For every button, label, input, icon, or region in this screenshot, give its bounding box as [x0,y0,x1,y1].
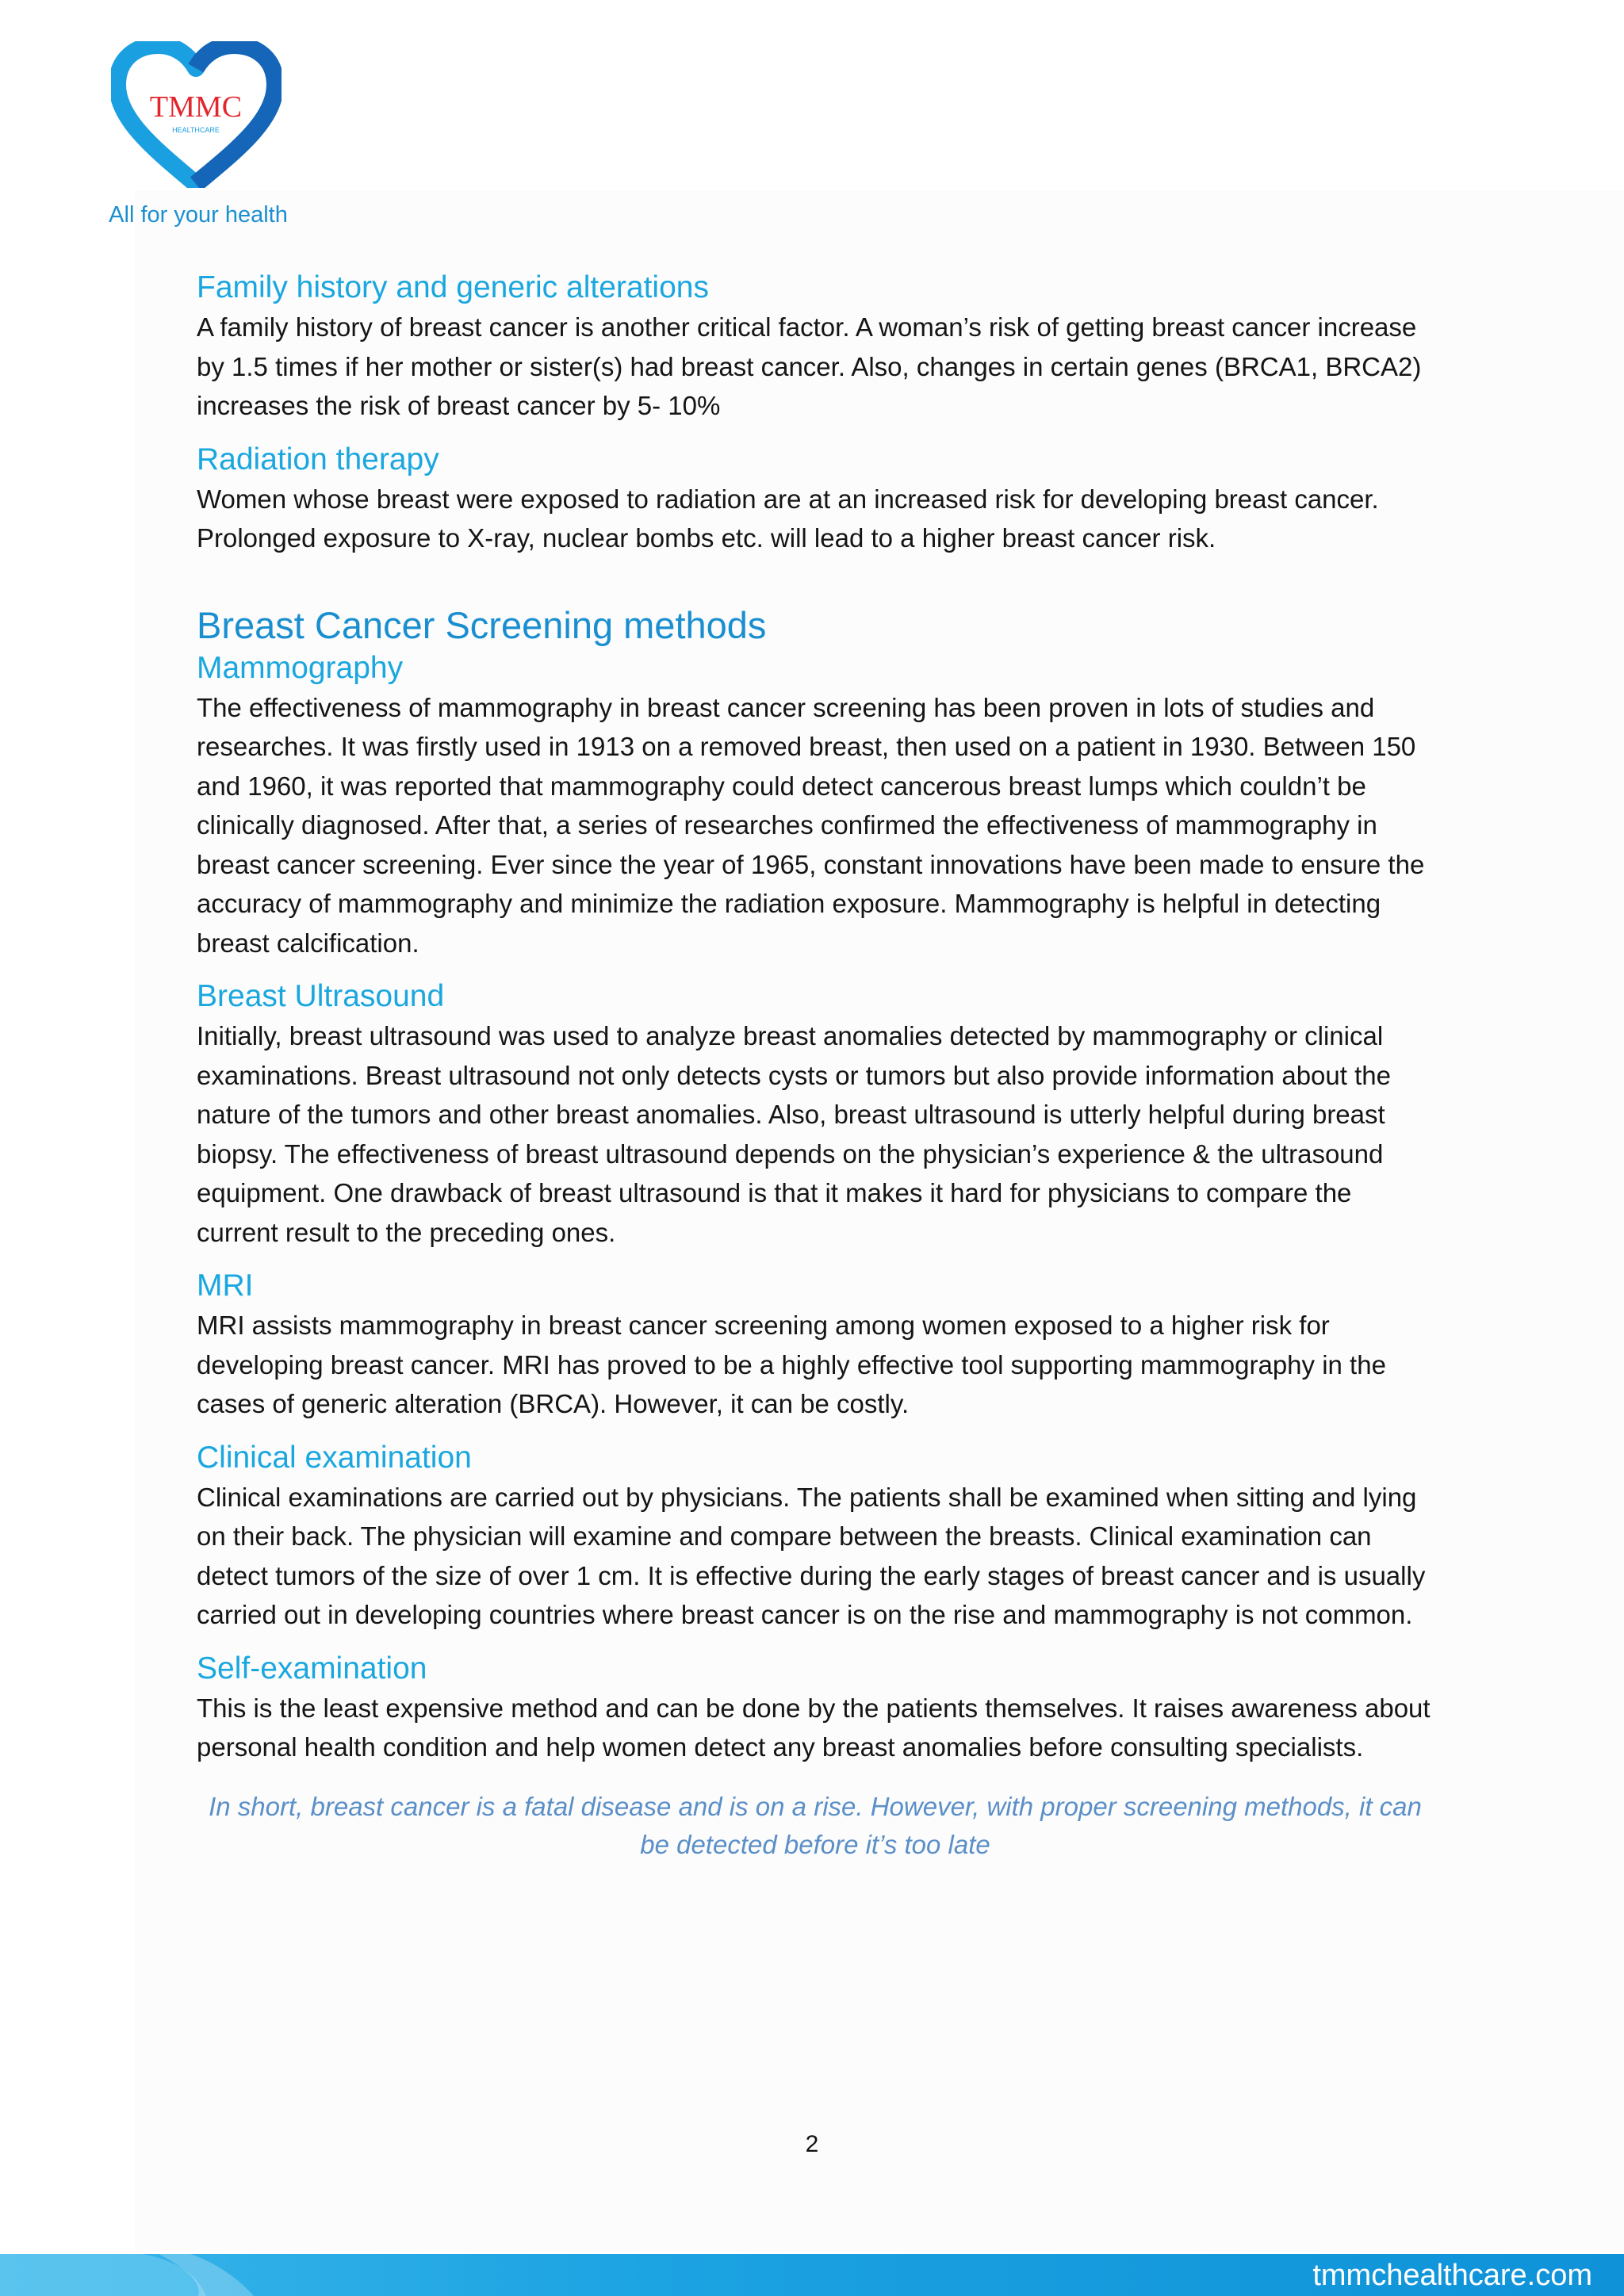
section-family-history [197,268,1434,426]
method-body: Initially, breast ultrasound was used to analyze breast anomalies detected by mammography or clinical examinations. Breast ultrasound not only detects cysts or tumors but also provide information about the nature of the tumors and other breast anomalies. Also, breast ultrasound is utterly helpful during breast biopsy. The effectiveness of breast ultrasound depends on the physician’s experience & the ultrasound equipment. One drawback of breast ultrasound is that it makes it hard for physicians to compare the current result to the preceding ones. [197,1021,1391,1247]
method-body: MRI assists mammography in breast cancer screening among women exposed to a higher risk for developing breast cancer. MRI has proved to be a highly effective tool supporting mammography in the cases of generic alteration (BRCA). However, it can be costly. [197,1311,1386,1418]
method-body: This is the least expensive method and can be done by the patients themselves. It raises awareness about personal health condition and help women detect any breast anomalies before consulting specialists. [197,1693,1431,1762]
page-number: 2 [805,2131,819,2157]
footer-website-link[interactable]: tmmchealthcare.com [1312,2259,1592,2292]
method-body: Clinical examinations are carried out by physicians. The patients shall be examined when sitting and lying on their back. The physician will examine and compare between the breasts. Clinical examination can detect tumors of the size of over 1 cm. It is effective during the early stages of breast cancer and is usually carried out in developing countries where breast cancer is on the rise and mammography is not common. [197,1482,1426,1629]
method-mri [197,1266,1434,1424]
logo-text: TMMC [149,90,243,124]
method-heading: Mammography [197,650,404,685]
method-heading: Clinical examination [197,1440,472,1475]
screening-title: Breast Cancer Screening methods [197,603,767,646]
footer-wave-decoration [0,2254,317,2296]
brand-logo [87,41,309,239]
method-heading: MRI [197,1269,254,1303]
method-clinical-examination [197,1438,1434,1635]
logo-subtext: HEALTHCARE [172,126,220,134]
heart-logo-icon [111,41,282,188]
method-body: The effectiveness of mammography in breast cancer screening has been proven in lots of studies and researches. It was firstly used in 1913 on a removed breast, then used on a patient in 1930. Between 150 and 1960, it was reported that mammography could detect cancerous breast lumps which couldn’t be clinically diagnosed. After that, a series of researches confirmed the effectiveness of mammography in breast cancer screening. Ever since the year of 1965, constant innovations have been made to ensure the accuracy of mammography and minimize the radiation exposure. Mammography is helpful in detecting breast calcification. [197,692,1425,958]
footer-bar [0,2254,1624,2296]
document-body [197,268,1434,1864]
method-mammography [197,649,1434,963]
section-radiation-therapy [197,440,1434,558]
method-self-examination [197,1649,1434,1767]
brand-tagline: All for your health [109,202,288,228]
method-breast-ultrasound [197,977,1434,1252]
section-heading: Family history and generic alterations [197,270,709,304]
method-heading: Breast Ultrasound [197,979,445,1013]
method-heading: Self-examination [197,1651,427,1686]
section-body: Women whose breast were exposed to radiation are at an increased risk for developing breast cancer. Prolonged exposure to X-ray, nuclear bombs etc. will lead to a higher breast cancer risk. [197,484,1379,553]
section-heading: Radiation therapy [197,442,439,476]
conclusion-text: In short, breast cancer is a fatal disease and is on a rise. However, with proper screening methods, it can be detected before it’s too late [209,1791,1422,1859]
section-body: A family history of breast cancer is another critical factor. A woman’s risk of getting breast cancer increase by 1.5 times if her mother or sister(s) had breast cancer. Also, changes in certain genes (BRCA1, BRCA2) increases the risk of breast cancer by 5- 10% [197,312,1422,420]
